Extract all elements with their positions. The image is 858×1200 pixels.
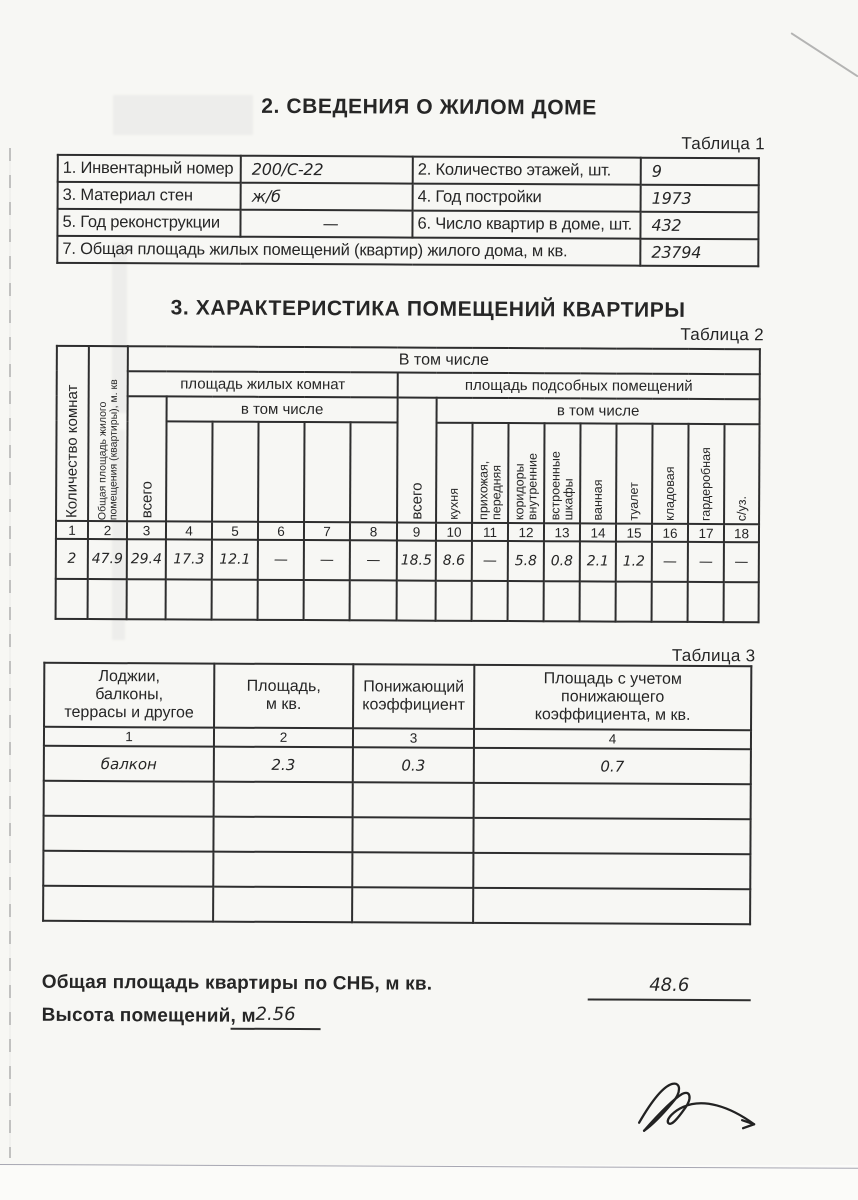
empty-cell: [304, 580, 350, 620]
field-label: 3. Материал стен: [58, 182, 241, 210]
column-number: 4: [474, 729, 751, 749]
empty-cell: [472, 581, 508, 621]
empty-cell: [473, 818, 750, 854]
column-number: 1: [44, 727, 214, 747]
column-number: 9: [397, 523, 436, 541]
field-label: 2. Количество этажей, шт.: [413, 157, 641, 185]
column-number: 2: [88, 521, 127, 539]
col-header-rooms-count: Количество комнат: [56, 346, 89, 521]
header-row: [57, 346, 760, 374]
column-number: 15: [616, 524, 652, 542]
header-aux-in-total: в том числе: [437, 398, 760, 425]
empty-cell: [652, 582, 688, 622]
empty-cell: [508, 581, 544, 621]
empty-row: [43, 886, 750, 924]
data-cell: —: [688, 542, 724, 582]
building-info-table: [56, 154, 760, 267]
column-number: 12: [508, 523, 544, 541]
table-2-caption: Таблица 2: [680, 324, 765, 345]
empty-row: [56, 579, 759, 622]
table-row: [57, 209, 758, 239]
field-value: 9: [641, 158, 759, 186]
room-height-value: 2.56: [231, 1004, 321, 1030]
data-cell: 2: [56, 539, 88, 579]
field-value: ж/б: [241, 183, 413, 211]
field-value: 200/С-22: [241, 156, 413, 184]
header-auxiliary-area: площадь подсобных помещений: [398, 373, 760, 400]
empty-cell: [213, 887, 352, 923]
apartment-rooms-table: [55, 345, 761, 623]
col-header-area-with-coefficient: Площадь с учетом понижающего коэффициента, м кв.: [474, 665, 751, 730]
column-number: 6: [258, 522, 304, 540]
header-living-rooms-area: площадь жилых комнат: [128, 371, 398, 397]
col-header-reduction-coefficient: Понижающий коэффициент: [353, 664, 474, 729]
column-number: 14: [580, 523, 616, 541]
column-number: 7: [304, 522, 350, 540]
empty-row: [43, 816, 750, 854]
empty-cell: [352, 887, 473, 923]
col-header-bathroom: ванная: [580, 423, 616, 523]
column-number: 3: [127, 521, 166, 539]
data-cell: —: [350, 540, 397, 580]
data-cell: 1.2: [616, 542, 652, 582]
col-header-loggias-balconies: Лоджии, балконы, террасы и другое: [44, 663, 214, 728]
col-header-dressing-room: гардеробная: [688, 424, 724, 524]
field-value: 432: [640, 212, 758, 240]
field-label: 6. Число квартир в доме, шт.: [412, 211, 640, 239]
empty-row: [43, 851, 750, 889]
empty-cell: [473, 853, 750, 889]
empty-cell: [352, 852, 473, 888]
balconies-table: [42, 662, 752, 925]
empty-cell: [616, 582, 652, 622]
table-row: [58, 182, 759, 212]
data-row: [44, 746, 751, 784]
data-cell: 5.8: [508, 541, 544, 581]
field-label: 1. Инвентарный номер: [58, 155, 241, 183]
empty-row: [44, 781, 751, 819]
column-number: 13: [544, 523, 580, 541]
section-2-title: 2. СВЕДЕНИЯ О ЖИЛОМ ДОМЕ: [261, 94, 597, 120]
empty-cell: [397, 581, 436, 621]
data-cell: балкон: [44, 746, 214, 782]
field-value: —: [240, 210, 412, 238]
col-header-kitchen: кухня: [436, 423, 472, 523]
column-number: 3: [353, 728, 474, 748]
data-cell: —: [258, 540, 304, 580]
column-number: 4: [166, 521, 212, 539]
empty-cell: [44, 781, 214, 817]
field-value: 1973: [641, 185, 759, 213]
field-label: 7. Общая площадь жилых помещений (квартир) жилого дома, м кв.: [57, 236, 640, 266]
column-number: 17: [688, 524, 724, 542]
empty-cell: [688, 582, 724, 622]
col-header-total-area: Общая площадь жилого помещения (квартиры), м. кв: [88, 346, 128, 521]
data-cell: —: [724, 542, 759, 582]
col-header-living-total: всего: [127, 396, 167, 521]
room-height-label: Высота помещений, м: [41, 1004, 256, 1027]
data-cell: —: [472, 541, 508, 581]
empty-cell: [350, 580, 397, 620]
empty-header-cell: [350, 422, 397, 522]
section-3-title: 3. ХАРАКТЕРИСТИКА ПОМЕЩЕНИЙ КВАРТИРЫ: [170, 296, 686, 322]
column-number: 16: [652, 524, 688, 542]
data-cell: 8.6: [436, 541, 472, 581]
field-label: 4. Год постройки: [413, 184, 641, 212]
empty-cell: [166, 579, 212, 619]
col-header-corridors: коридоры внутренние: [508, 423, 544, 523]
empty-cell: [213, 817, 352, 853]
table-row: [57, 236, 758, 266]
column-number: 11: [472, 523, 508, 541]
data-cell: 2.3: [214, 747, 353, 783]
col-header-area: Площадь, м кв.: [214, 664, 353, 729]
empty-cell: [724, 582, 759, 622]
empty-cell: [353, 782, 474, 818]
header-in-total: В том числе: [128, 346, 760, 374]
field-label: 5. Год реконструкции: [57, 209, 240, 237]
col-header-hallway: прихожая, передняя: [472, 423, 508, 523]
empty-cell: [127, 579, 166, 619]
empty-cell: [56, 579, 88, 619]
column-number: 18: [724, 524, 759, 542]
data-cell: 0.8: [544, 541, 580, 581]
header-row: [57, 396, 760, 424]
col-header-aux-total: всего: [397, 398, 437, 523]
empty-cell: [212, 580, 258, 620]
empty-cell: [436, 581, 472, 621]
data-cell: 12.1: [212, 540, 258, 580]
column-number: 8: [350, 522, 397, 540]
data-cell: 0.7: [474, 748, 751, 784]
column-number: 5: [212, 522, 258, 540]
data-cell: 17.3: [166, 539, 212, 579]
empty-cell: [473, 888, 750, 924]
empty-cell: [43, 851, 213, 887]
data-cell: 18.5: [397, 541, 436, 581]
col-header-san-unit: с/уз.: [724, 424, 760, 524]
empty-header-cell: [212, 422, 258, 522]
empty-cell: [544, 581, 580, 621]
table-3-caption: Таблица 3: [671, 645, 756, 666]
header-living-in-total: в том числе: [167, 396, 398, 422]
col-header-storeroom: кладовая: [652, 424, 688, 524]
empty-cell: [43, 816, 213, 852]
empty-cell: [474, 783, 751, 819]
signature-scribble: [623, 1073, 808, 1154]
empty-header-cell: [304, 422, 350, 522]
column-number: 10: [436, 523, 472, 541]
data-cell: 29.4: [127, 539, 166, 579]
empty-header-cell: [166, 421, 212, 521]
data-cell: 2.1: [580, 541, 616, 581]
total-area-snb-value: 48.6: [588, 974, 751, 1001]
data-cell: —: [304, 540, 350, 580]
empty-cell: [258, 580, 304, 620]
empty-cell: [88, 579, 127, 619]
empty-cell: [213, 852, 352, 888]
table-row: [58, 155, 759, 185]
data-cell: —: [652, 542, 688, 582]
data-cell: 47.9: [88, 539, 127, 579]
table-1-caption: Таблица 1: [681, 133, 765, 154]
total-area-snb-label: Общая площадь квартиры по СНБ, м кв.: [41, 971, 433, 995]
header-row: [57, 371, 760, 399]
data-row: [56, 539, 759, 582]
empty-header-cell: [258, 422, 304, 522]
field-value: 23794: [640, 239, 758, 267]
col-header-toilet: туалет: [616, 424, 652, 524]
column-number: 2: [214, 728, 353, 748]
header-row: [44, 663, 751, 730]
col-header-builtin-wardrobes: встроенные шкафы: [544, 423, 580, 523]
column-number: 1: [56, 521, 88, 539]
empty-cell: [43, 886, 213, 922]
empty-cell: [352, 817, 473, 853]
data-cell: 0.3: [353, 747, 474, 783]
empty-cell: [580, 581, 616, 621]
empty-cell: [214, 782, 353, 818]
